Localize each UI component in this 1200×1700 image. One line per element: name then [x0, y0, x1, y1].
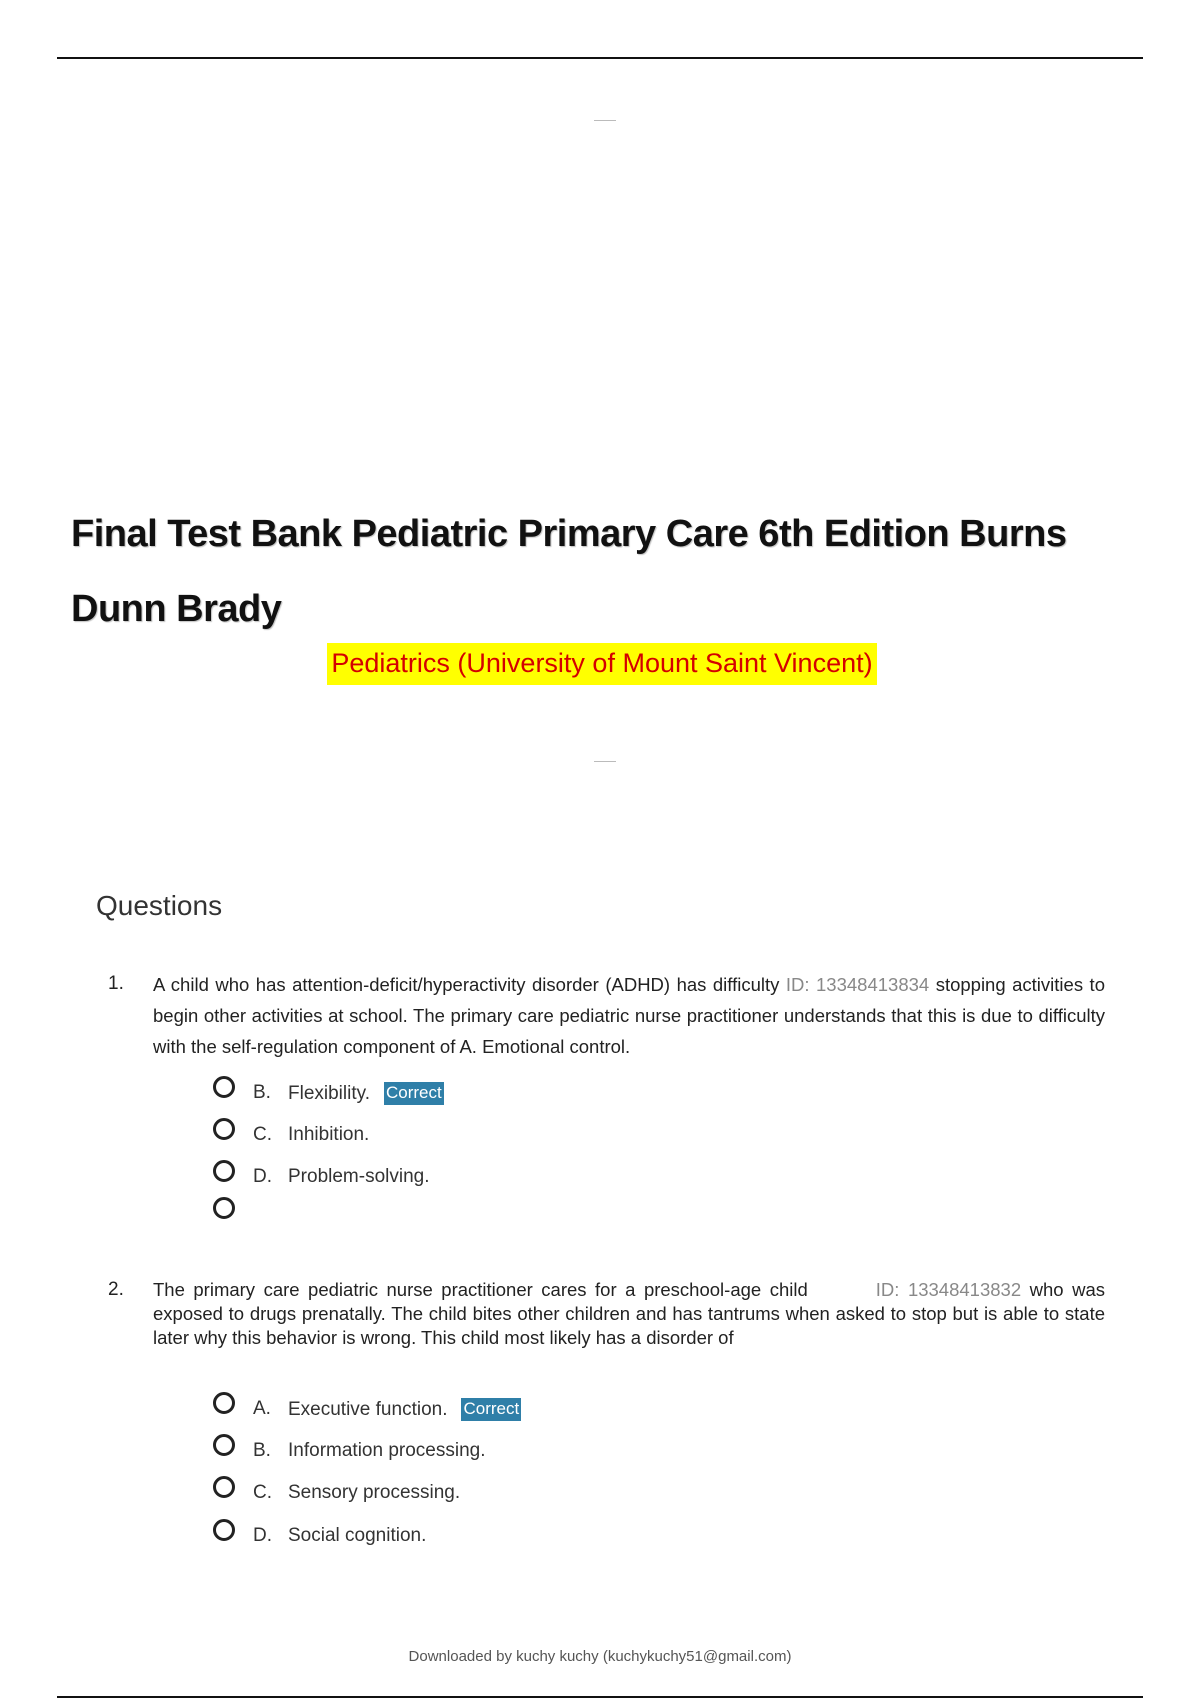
question-number: 2.	[108, 1279, 124, 1300]
radio-button[interactable]	[213, 1476, 235, 1498]
question-text-part: A child who has attention-deficit/hyperactivity disorder (ADHD) has difficulty	[153, 974, 786, 995]
answer-option[interactable]	[0, 1519, 1200, 1549]
correct-badge: Correct	[461, 1398, 521, 1421]
option-letter: A.	[253, 1398, 271, 1419]
radio-button[interactable]	[213, 1392, 235, 1414]
question-text	[153, 969, 1105, 1062]
radio-button[interactable]	[213, 1434, 235, 1456]
answer-option[interactable]	[0, 1197, 1200, 1227]
option-label: Executive function.	[288, 1399, 448, 1420]
option-letter: B.	[253, 1082, 271, 1103]
radio-button[interactable]	[213, 1160, 235, 1182]
download-footer: Downloaded by kuchy kuchy (kuchykuchy51@gmail.com)	[408, 1648, 792, 1665]
option-label: Problem-solving.	[288, 1166, 430, 1187]
option-letter: D.	[253, 1525, 272, 1546]
bottom-rule	[57, 1696, 1143, 1698]
option-label: Information processing.	[288, 1440, 486, 1461]
course-banner	[0, 643, 1200, 685]
option-label: Flexibility.	[288, 1083, 370, 1104]
option-letter: D.	[253, 1166, 272, 1187]
option-letter: B.	[253, 1440, 271, 1461]
option-label: Sensory processing.	[288, 1482, 461, 1503]
course-label[interactable]: Pediatrics (University of Mount Saint Vincent)	[327, 643, 876, 685]
answer-option[interactable]	[0, 1076, 1200, 1106]
radio-button[interactable]	[213, 1118, 235, 1140]
answer-option[interactable]	[0, 1476, 1200, 1506]
divider-mark	[594, 120, 616, 121]
radio-button[interactable]	[213, 1076, 235, 1098]
question-number: 1.	[108, 973, 124, 994]
document-title: Final Test Bank Pediatric Primary Care 6th Edition Burns Dunn Brady	[71, 513, 1067, 630]
top-rule	[57, 57, 1143, 59]
divider-mark	[594, 761, 616, 762]
radio-button[interactable]	[213, 1197, 235, 1219]
option-label: Social cognition.	[288, 1525, 427, 1546]
answer-option[interactable]	[0, 1160, 1200, 1190]
question-text-part: who was exposed to drugs prenatally. The child bites other children and has tantrums when asked to stop but is able to state later why this behavior is wrong. This child most likely has a disorder of	[153, 1279, 1105, 1348]
option-text	[288, 1398, 521, 1421]
option-letter: C.	[253, 1124, 272, 1145]
correct-badge: Correct	[384, 1082, 444, 1105]
option-text	[288, 1082, 444, 1105]
option-label: Inhibition.	[288, 1124, 370, 1145]
radio-button[interactable]	[213, 1519, 235, 1541]
answer-option[interactable]	[0, 1434, 1200, 1464]
question-text-part: The primary care pediatric nurse practitioner cares for a preschool-age child	[153, 1279, 876, 1300]
question-id: ID: 13348413832	[875, 1279, 1022, 1300]
question-text-part: stopping activities to begin other activities at school. The primary care pediatric nurse practitioner understands that this is due to difficulty with the self-regulation component of A. Emotional control.	[153, 974, 1105, 1057]
question-id: ID: 13348413834	[785, 974, 930, 995]
option-letter: C.	[253, 1482, 272, 1503]
section-heading: Questions	[96, 890, 223, 921]
question-text	[153, 1278, 1105, 1350]
answer-option[interactable]	[0, 1118, 1200, 1148]
answer-option[interactable]	[0, 1392, 1200, 1422]
